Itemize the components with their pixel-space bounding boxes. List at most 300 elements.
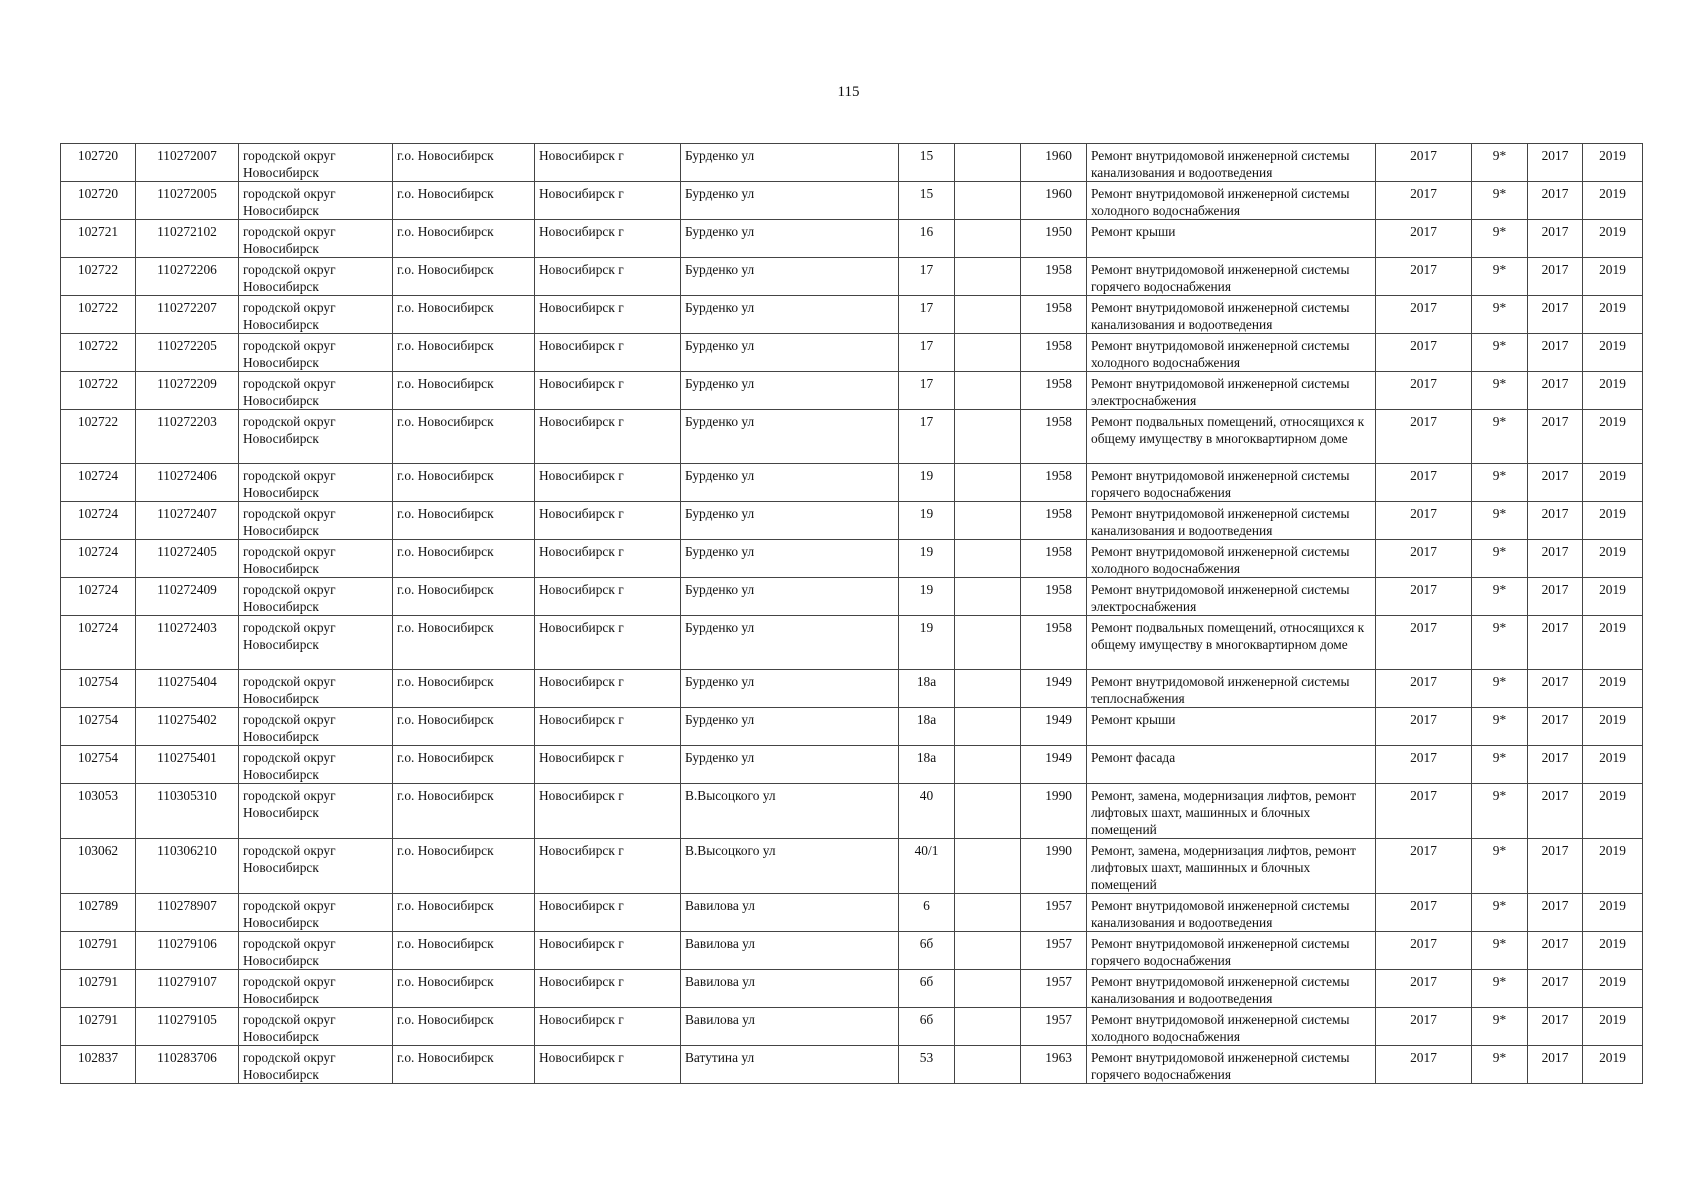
cell-street: Бурденко ул [681,540,899,578]
cell-street: Вавилова ул [681,894,899,932]
cell-street: Бурденко ул [681,182,899,220]
cell-work-type: Ремонт внутридомовой инженерной системы канализования и водоотведения [1087,144,1376,182]
cell-storeys: 9* [1472,372,1528,410]
cell-record-id: 110275401 [136,746,239,784]
cell-house-id: 102724 [61,464,136,502]
cell-building [955,578,1021,616]
table-row [61,670,1643,708]
table-row [61,616,1643,670]
cell-record-id: 110272407 [136,502,239,540]
cell-municipal-district: г.о. Новосибирск [393,970,535,1008]
cell-build-year: 1957 [1021,970,1087,1008]
cell-locality: Новосибирск г [535,839,681,894]
cell-building [955,296,1021,334]
cell-street: Вавилова ул [681,932,899,970]
cell-storeys: 9* [1472,220,1528,258]
cell-street: Бурденко ул [681,372,899,410]
table-row [61,410,1643,464]
cell-house-number: 17 [899,372,955,410]
cell-municipality: городской округ Новосибирск [239,746,393,784]
cell-storeys: 9* [1472,894,1528,932]
cell-plan-year: 2017 [1376,182,1472,220]
cell-plan-year: 2017 [1376,1046,1472,1084]
cell-plan-year: 2017 [1376,708,1472,746]
cell-storeys: 9* [1472,932,1528,970]
cell-record-id: 110272405 [136,540,239,578]
cell-municipal-district: г.о. Новосибирск [393,708,535,746]
cell-municipal-district: г.о. Новосибирск [393,746,535,784]
cell-end-year: 2019 [1583,932,1643,970]
cell-building [955,670,1021,708]
cell-house-id: 102722 [61,372,136,410]
cell-build-year: 1949 [1021,708,1087,746]
cell-municipality: городской округ Новосибирск [239,839,393,894]
cell-work-type: Ремонт внутридомовой инженерной системы горячего водоснабжения [1087,464,1376,502]
cell-plan-year: 2017 [1376,970,1472,1008]
cell-locality: Новосибирск г [535,932,681,970]
cell-end-year: 2019 [1583,839,1643,894]
cell-house-number: 6 [899,894,955,932]
table-row [61,464,1643,502]
cell-work-type: Ремонт внутридомовой инженерной системы горячего водоснабжения [1087,932,1376,970]
cell-storeys: 9* [1472,540,1528,578]
cell-house-number: 40 [899,784,955,839]
cell-municipality: городской округ Новосибирск [239,1046,393,1084]
cell-build-year: 1958 [1021,334,1087,372]
cell-municipality: городской округ Новосибирск [239,932,393,970]
cell-plan-year: 2017 [1376,616,1472,670]
cell-street: Бурденко ул [681,220,899,258]
cell-house-id: 102720 [61,182,136,220]
cell-building [955,616,1021,670]
cell-end-year: 2019 [1583,894,1643,932]
cell-start-year: 2017 [1528,334,1583,372]
cell-municipality: городской округ Новосибирск [239,296,393,334]
cell-start-year: 2017 [1528,540,1583,578]
cell-municipal-district: г.о. Новосибирск [393,932,535,970]
cell-house-id: 102724 [61,502,136,540]
cell-municipal-district: г.о. Новосибирск [393,334,535,372]
cell-locality: Новосибирск г [535,220,681,258]
table-row [61,334,1643,372]
table-row [61,746,1643,784]
cell-record-id: 110306210 [136,839,239,894]
cell-start-year: 2017 [1528,182,1583,220]
cell-plan-year: 2017 [1376,746,1472,784]
cell-municipality: городской округ Новосибирск [239,616,393,670]
cell-municipal-district: г.о. Новосибирск [393,144,535,182]
cell-street: Вавилова ул [681,1008,899,1046]
cell-house-id: 102724 [61,578,136,616]
cell-building [955,1008,1021,1046]
cell-storeys: 9* [1472,334,1528,372]
cell-work-type: Ремонт внутридомовой инженерной системы канализования и водоотведения [1087,894,1376,932]
cell-house-number: 15 [899,144,955,182]
cell-locality: Новосибирск г [535,334,681,372]
cell-municipality: городской округ Новосибирск [239,970,393,1008]
cell-record-id: 110272005 [136,182,239,220]
cell-building [955,258,1021,296]
cell-building [955,1046,1021,1084]
cell-storeys: 9* [1472,784,1528,839]
cell-build-year: 1957 [1021,1008,1087,1046]
cell-house-number: 19 [899,540,955,578]
cell-end-year: 2019 [1583,708,1643,746]
cell-municipality: городской округ Новосибирск [239,182,393,220]
cell-municipality: городской округ Новосибирск [239,464,393,502]
cell-plan-year: 2017 [1376,464,1472,502]
cell-storeys: 9* [1472,970,1528,1008]
cell-municipal-district: г.о. Новосибирск [393,784,535,839]
cell-start-year: 2017 [1528,708,1583,746]
table-row [61,932,1643,970]
cell-plan-year: 2017 [1376,578,1472,616]
cell-record-id: 110272203 [136,410,239,464]
cell-end-year: 2019 [1583,182,1643,220]
cell-municipal-district: г.о. Новосибирск [393,410,535,464]
cell-work-type: Ремонт, замена, модернизация лифтов, ремонт лифтовых шахт, машинных и блочных помещений [1087,784,1376,839]
cell-build-year: 1950 [1021,220,1087,258]
cell-locality: Новосибирск г [535,410,681,464]
cell-house-number: 6б [899,970,955,1008]
cell-end-year: 2019 [1583,502,1643,540]
cell-house-number: 17 [899,334,955,372]
table-row [61,258,1643,296]
cell-house-id: 102721 [61,220,136,258]
cell-house-id: 102791 [61,932,136,970]
page-number: 115 [837,84,860,100]
cell-work-type: Ремонт внутридомовой инженерной системы электроснабжения [1087,578,1376,616]
cell-build-year: 1958 [1021,258,1087,296]
cell-street: Бурденко ул [681,502,899,540]
cell-storeys: 9* [1472,296,1528,334]
cell-plan-year: 2017 [1376,502,1472,540]
cell-storeys: 9* [1472,708,1528,746]
cell-build-year: 1957 [1021,894,1087,932]
cell-end-year: 2019 [1583,334,1643,372]
cell-start-year: 2017 [1528,578,1583,616]
cell-start-year: 2017 [1528,1046,1583,1084]
cell-plan-year: 2017 [1376,839,1472,894]
cell-record-id: 110272205 [136,334,239,372]
cell-house-id: 102754 [61,670,136,708]
cell-street: В.Высоцкого ул [681,784,899,839]
cell-house-number: 16 [899,220,955,258]
cell-start-year: 2017 [1528,372,1583,410]
cell-building [955,334,1021,372]
cell-plan-year: 2017 [1376,1008,1472,1046]
cell-record-id: 110279107 [136,970,239,1008]
cell-plan-year: 2017 [1376,220,1472,258]
cell-locality: Новосибирск г [535,502,681,540]
cell-storeys: 9* [1472,464,1528,502]
cell-end-year: 2019 [1583,578,1643,616]
cell-end-year: 2019 [1583,144,1643,182]
cell-storeys: 9* [1472,578,1528,616]
table-row [61,708,1643,746]
cell-municipality: городской округ Новосибирск [239,144,393,182]
cell-building [955,220,1021,258]
cell-build-year: 1957 [1021,932,1087,970]
cell-start-year: 2017 [1528,258,1583,296]
cell-street: Бурденко ул [681,464,899,502]
cell-building [955,839,1021,894]
cell-locality: Новосибирск г [535,894,681,932]
cell-work-type: Ремонт крыши [1087,220,1376,258]
cell-street: Бурденко ул [681,708,899,746]
cell-work-type: Ремонт, замена, модернизация лифтов, ремонт лифтовых шахт, машинных и блочных помещений [1087,839,1376,894]
cell-end-year: 2019 [1583,372,1643,410]
cell-locality: Новосибирск г [535,258,681,296]
cell-building [955,932,1021,970]
cell-street: Бурденко ул [681,334,899,372]
cell-locality: Новосибирск г [535,970,681,1008]
cell-house-number: 53 [899,1046,955,1084]
table-row [61,502,1643,540]
cell-locality: Новосибирск г [535,540,681,578]
cell-locality: Новосибирск г [535,372,681,410]
cell-municipal-district: г.о. Новосибирск [393,540,535,578]
table-row [61,1046,1643,1084]
cell-work-type: Ремонт внутридомовой инженерной системы холодного водоснабжения [1087,1008,1376,1046]
cell-locality: Новосибирск г [535,616,681,670]
cell-record-id: 110272007 [136,144,239,182]
cell-building [955,894,1021,932]
cell-storeys: 9* [1472,144,1528,182]
table-row [61,784,1643,839]
cell-build-year: 1958 [1021,540,1087,578]
cell-plan-year: 2017 [1376,258,1472,296]
cell-street: Вавилова ул [681,970,899,1008]
cell-start-year: 2017 [1528,839,1583,894]
cell-storeys: 9* [1472,182,1528,220]
cell-work-type: Ремонт внутридомовой инженерной системы теплоснабжения [1087,670,1376,708]
cell-house-number: 6б [899,932,955,970]
cell-record-id: 110275402 [136,708,239,746]
cell-building [955,746,1021,784]
cell-locality: Новосибирск г [535,708,681,746]
cell-building [955,540,1021,578]
cell-house-id: 102722 [61,410,136,464]
cell-house-number: 19 [899,616,955,670]
cell-street: Бурденко ул [681,258,899,296]
cell-street: В.Высоцкого ул [681,839,899,894]
cell-municipality: городской округ Новосибирск [239,410,393,464]
cell-end-year: 2019 [1583,296,1643,334]
cell-work-type: Ремонт внутридомовой инженерной системы канализования и водоотведения [1087,296,1376,334]
cell-build-year: 1990 [1021,784,1087,839]
cell-start-year: 2017 [1528,220,1583,258]
cell-build-year: 1958 [1021,296,1087,334]
cell-build-year: 1958 [1021,502,1087,540]
cell-municipal-district: г.о. Новосибирск [393,182,535,220]
cell-house-id: 102722 [61,258,136,296]
cell-house-id: 102791 [61,970,136,1008]
cell-build-year: 1958 [1021,372,1087,410]
cell-municipal-district: г.о. Новосибирск [393,502,535,540]
cell-storeys: 9* [1472,746,1528,784]
cell-municipal-district: г.о. Новосибирск [393,1008,535,1046]
cell-building [955,708,1021,746]
table-row [61,372,1643,410]
cell-street: Бурденко ул [681,670,899,708]
cell-work-type: Ремонт подвальных помещений, относящихся к общему имуществу в многоквартирном доме [1087,410,1376,464]
cell-storeys: 9* [1472,258,1528,296]
cell-record-id: 110305310 [136,784,239,839]
cell-building [955,144,1021,182]
cell-house-number: 17 [899,296,955,334]
cell-house-id: 102837 [61,1046,136,1084]
cell-municipal-district: г.о. Новосибирск [393,839,535,894]
cell-municipality: городской округ Новосибирск [239,1008,393,1046]
cell-locality: Новосибирск г [535,670,681,708]
cell-work-type: Ремонт внутридомовой инженерной системы канализования и водоотведения [1087,970,1376,1008]
cell-end-year: 2019 [1583,746,1643,784]
cell-street: Бурденко ул [681,144,899,182]
cell-build-year: 1958 [1021,410,1087,464]
cell-house-id: 103062 [61,839,136,894]
cell-building [955,182,1021,220]
cell-start-year: 2017 [1528,410,1583,464]
cell-start-year: 2017 [1528,746,1583,784]
cell-locality: Новосибирск г [535,144,681,182]
cell-end-year: 2019 [1583,410,1643,464]
cell-build-year: 1963 [1021,1046,1087,1084]
cell-plan-year: 2017 [1376,784,1472,839]
cell-record-id: 110272406 [136,464,239,502]
table-body [61,144,1643,1084]
cell-municipal-district: г.о. Новосибирск [393,578,535,616]
cell-end-year: 2019 [1583,220,1643,258]
cell-house-id: 102724 [61,540,136,578]
cell-house-id: 102791 [61,1008,136,1046]
cell-house-number: 15 [899,182,955,220]
cell-building [955,970,1021,1008]
cell-municipal-district: г.о. Новосибирск [393,616,535,670]
cell-start-year: 2017 [1528,894,1583,932]
cell-locality: Новосибирск г [535,464,681,502]
table-row [61,839,1643,894]
cell-building [955,410,1021,464]
table-row [61,894,1643,932]
cell-end-year: 2019 [1583,784,1643,839]
cell-municipal-district: г.о. Новосибирск [393,670,535,708]
cell-street: Бурденко ул [681,578,899,616]
cell-work-type: Ремонт внутридомовой инженерной системы электроснабжения [1087,372,1376,410]
cell-record-id: 110279106 [136,932,239,970]
cell-house-number: 17 [899,258,955,296]
cell-street: Ватутина ул [681,1046,899,1084]
capital-repair-table [60,143,1643,1084]
cell-work-type: Ремонт внутридомовой инженерной системы канализования и водоотведения [1087,502,1376,540]
cell-end-year: 2019 [1583,1008,1643,1046]
cell-record-id: 110278907 [136,894,239,932]
cell-work-type: Ремонт фасада [1087,746,1376,784]
cell-municipality: городской округ Новосибирск [239,258,393,296]
cell-build-year: 1958 [1021,464,1087,502]
cell-house-number: 17 [899,410,955,464]
cell-record-id: 110272207 [136,296,239,334]
cell-start-year: 2017 [1528,670,1583,708]
cell-street: Бурденко ул [681,410,899,464]
cell-house-id: 102722 [61,296,136,334]
cell-end-year: 2019 [1583,464,1643,502]
cell-start-year: 2017 [1528,784,1583,839]
cell-start-year: 2017 [1528,464,1583,502]
cell-storeys: 9* [1472,839,1528,894]
cell-plan-year: 2017 [1376,296,1472,334]
cell-locality: Новосибирск г [535,746,681,784]
cell-municipality: городской округ Новосибирск [239,708,393,746]
cell-house-id: 102754 [61,746,136,784]
cell-build-year: 1990 [1021,839,1087,894]
cell-end-year: 2019 [1583,258,1643,296]
cell-record-id: 110272206 [136,258,239,296]
table-row [61,144,1643,182]
cell-plan-year: 2017 [1376,670,1472,708]
cell-work-type: Ремонт внутридомовой инженерной системы горячего водоснабжения [1087,258,1376,296]
cell-house-number: 19 [899,464,955,502]
cell-municipal-district: г.о. Новосибирск [393,894,535,932]
table-row [61,220,1643,258]
cell-start-year: 2017 [1528,616,1583,670]
cell-building [955,464,1021,502]
cell-plan-year: 2017 [1376,372,1472,410]
cell-start-year: 2017 [1528,144,1583,182]
cell-house-id: 102789 [61,894,136,932]
cell-work-type: Ремонт внутридомовой инженерной системы холодного водоснабжения [1087,334,1376,372]
cell-work-type: Ремонт крыши [1087,708,1376,746]
cell-municipality: городской округ Новосибирск [239,220,393,258]
cell-start-year: 2017 [1528,1008,1583,1046]
cell-build-year: 1958 [1021,616,1087,670]
cell-municipality: городской округ Новосибирск [239,670,393,708]
cell-record-id: 110272102 [136,220,239,258]
cell-locality: Новосибирск г [535,182,681,220]
cell-locality: Новосибирск г [535,578,681,616]
cell-building [955,502,1021,540]
cell-plan-year: 2017 [1376,540,1472,578]
cell-municipality: городской округ Новосибирск [239,502,393,540]
cell-record-id: 110283706 [136,1046,239,1084]
table-row [61,970,1643,1008]
cell-storeys: 9* [1472,616,1528,670]
cell-locality: Новосибирск г [535,1008,681,1046]
cell-locality: Новосибирск г [535,784,681,839]
cell-municipality: городской округ Новосибирск [239,334,393,372]
cell-plan-year: 2017 [1376,334,1472,372]
cell-municipality: городской округ Новосибирск [239,784,393,839]
cell-house-id: 102720 [61,144,136,182]
cell-plan-year: 2017 [1376,932,1472,970]
cell-storeys: 9* [1472,1008,1528,1046]
cell-street: Бурденко ул [681,616,899,670]
cell-record-id: 110272209 [136,372,239,410]
cell-house-id: 102722 [61,334,136,372]
cell-house-id: 102754 [61,708,136,746]
cell-house-id: 102724 [61,616,136,670]
cell-house-number: 18а [899,708,955,746]
cell-municipal-district: г.о. Новосибирск [393,258,535,296]
cell-end-year: 2019 [1583,540,1643,578]
cell-build-year: 1949 [1021,670,1087,708]
cell-start-year: 2017 [1528,502,1583,540]
cell-municipal-district: г.о. Новосибирск [393,464,535,502]
cell-house-number: 18а [899,670,955,708]
cell-end-year: 2019 [1583,970,1643,1008]
cell-municipal-district: г.о. Новосибирск [393,296,535,334]
cell-record-id: 110279105 [136,1008,239,1046]
